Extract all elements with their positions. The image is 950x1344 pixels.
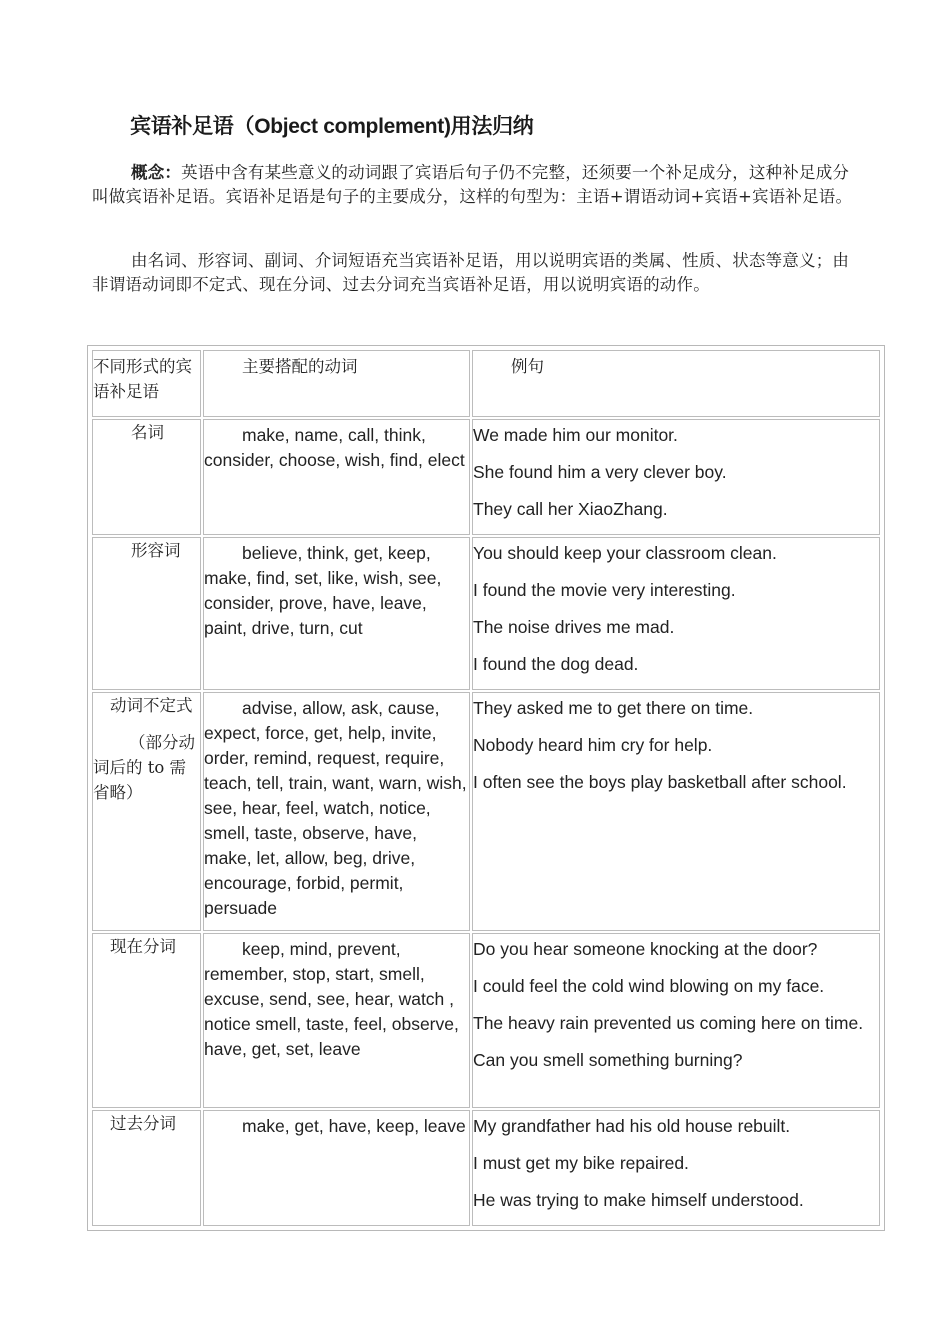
example-sentence: Can you smell something burning?: [473, 1050, 743, 1070]
table-row: [92, 419, 880, 535]
table-row: [92, 933, 880, 1108]
table-header-row: [92, 350, 880, 417]
row-type: 动词不定式: [110, 696, 193, 715]
table-row: [92, 692, 880, 931]
row-type: 现在分词: [92, 933, 201, 1108]
table-row: [92, 1110, 880, 1226]
example-sentence: I often see the boys play basketball after school.: [473, 772, 847, 792]
example-sentence: I found the dog dead.: [473, 654, 639, 674]
example-sentence: They call her XiaoZhang.: [473, 499, 668, 519]
example-sentence: My grandfather had his old house rebuilt.: [473, 1116, 791, 1136]
row-examples: [472, 419, 880, 535]
table-row: [92, 537, 880, 690]
example-sentence: They asked me to get there on time.: [473, 698, 754, 718]
example-sentence: I could feel the cold wind blowing on my face.: [473, 976, 825, 996]
example-sentence: I must get my bike repaired.: [473, 1153, 689, 1173]
row-examples: [472, 537, 880, 690]
header-verbs: 主要搭配的动词: [203, 350, 470, 417]
example-sentence: She found him a very clever boy.: [473, 462, 727, 482]
row-examples: [472, 933, 880, 1108]
row-type: 名词: [92, 419, 201, 535]
example-sentence: He was trying to make himself understood.: [473, 1190, 804, 1210]
example-sentence: I found the movie very interesting.: [473, 580, 736, 600]
example-sentence: You should keep your classroom clean.: [473, 543, 777, 563]
example-sentence: Nobody heard him cry for help.: [473, 735, 713, 755]
row-verbs: advise, allow, ask, cause, expect, force, get, help, invite, order, remind, request, require, teach, tell, train, want, warn, wish, see, hear, feel, watch, notice, smell, taste, observe, have, make, let, allow, beg, drive, encourage, forbid, permit, persuade: [203, 692, 470, 931]
usage-paragraph: 由名词、形容词、副词、介词短语充当宾语补足语，用以说明宾语的类属、性质、状态等意义；由非谓语动词即不定式、现在分词、过去分词充当宾语补足语，用以说明宾语的动作。: [92, 251, 850, 294]
row-type: 形容词: [92, 537, 201, 690]
row-examples: [472, 1110, 880, 1226]
row-verbs: make, get, have, keep, leave: [203, 1110, 470, 1226]
row-examples: [472, 692, 880, 931]
concept-label: 概念：: [131, 163, 182, 182]
row-verbs: make, name, call, think, consider, choose, wish, find, elect: [203, 419, 470, 535]
page-title: 宾语补足语（Object complement)用法归纳: [130, 115, 534, 138]
concept-paragraph: [92, 161, 862, 209]
concept-text: 英语中含有某些意义的动词跟了宾语后句子仍不完整，还须要一个补足成分，这种补足成分叫做宾语补足语。宾语补足语是句子的主要成分，这样的句型为：主语+谓语动词+宾语+宾语补足语。: [92, 163, 853, 206]
row-type-cell: [92, 692, 201, 931]
example-sentence: We made him our monitor.: [473, 425, 678, 445]
example-sentence: The noise drives me mad.: [473, 617, 675, 637]
complement-table: [87, 345, 885, 1231]
row-type: 过去分词: [92, 1110, 201, 1226]
header-form: 不同形式的宾语补足语: [92, 350, 201, 417]
row-note: （部分动词后的 to 需省略）: [93, 733, 195, 802]
row-verbs: believe, think, get, keep, make, find, set, like, wish, see, consider, prove, have, leave, paint, drive, turn, cut: [203, 537, 470, 690]
example-sentence: Do you hear someone knocking at the door?: [473, 939, 818, 959]
header-examples: 例句: [472, 350, 880, 417]
example-sentence: The heavy rain prevented us coming here on time.: [473, 1013, 864, 1033]
row-verbs: keep, mind, prevent, remember, stop, start, smell, excuse, send, see, hear, watch , notice smell, taste, feel, observe, have, get, set, leave: [203, 933, 470, 1108]
